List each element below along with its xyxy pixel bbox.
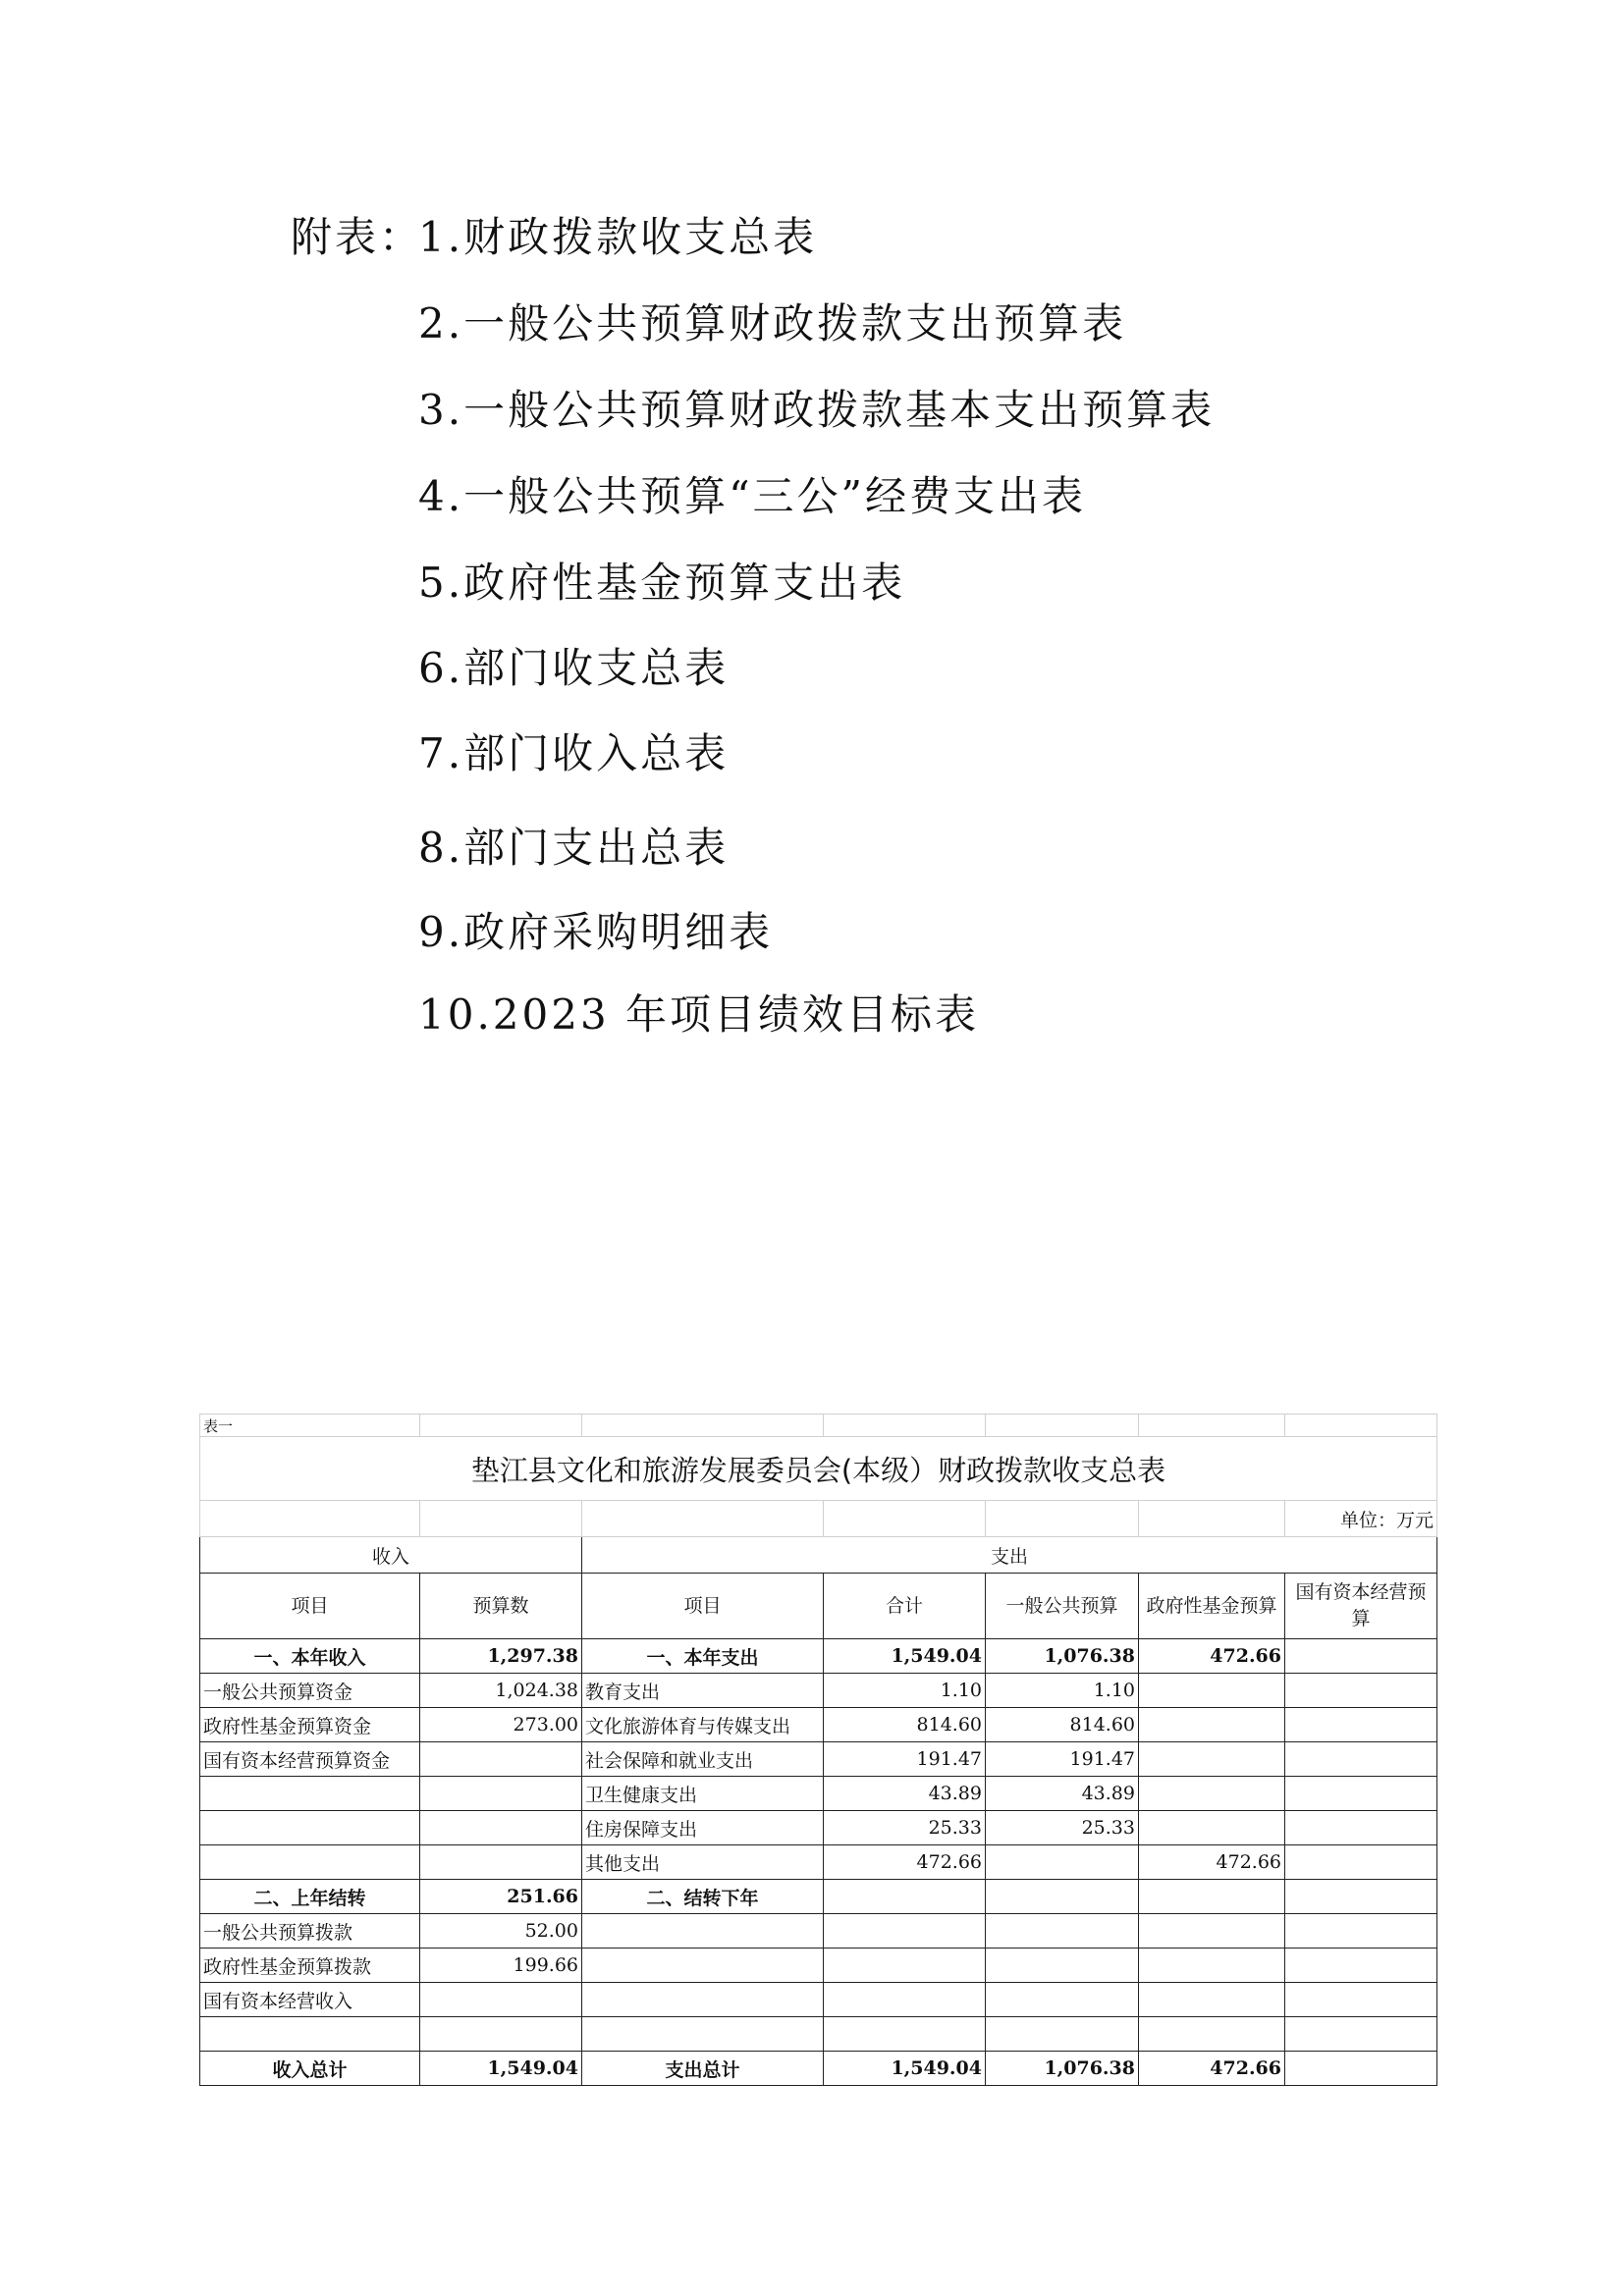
- table-cell: 二、上年结转: [200, 1880, 420, 1914]
- table-row: [200, 1708, 1437, 1742]
- table-cell: [1139, 1777, 1285, 1811]
- table-cell: [824, 2017, 986, 2052]
- total-row: [200, 2052, 1437, 2086]
- table-cell: [824, 1983, 986, 2017]
- table-cell: 二、结转下年: [582, 1880, 824, 1914]
- table-cell: [1285, 1742, 1437, 1777]
- table-row: [200, 1880, 1437, 1914]
- table-row: [200, 1742, 1437, 1777]
- table-row: [200, 1639, 1437, 1674]
- table-cell: [420, 1811, 582, 1845]
- table-cell: 1,549.04: [824, 1639, 986, 1674]
- table-cell: [1285, 1949, 1437, 1983]
- table-cell: [986, 2017, 1139, 2052]
- table-cell: [200, 1811, 420, 1845]
- table-cell: [1139, 1742, 1285, 1777]
- column-header: 国有资本经营预算: [1285, 1574, 1437, 1639]
- table-cell: 472.66: [1139, 1639, 1285, 1674]
- table-cell: 1.10: [824, 1674, 986, 1708]
- attachment-item: 2.一般公共预算财政拨款支出预算表: [418, 299, 1127, 347]
- table-cell: [1285, 1811, 1437, 1845]
- unit-row: [200, 1501, 1437, 1537]
- table-row: [200, 2017, 1437, 2052]
- table-tag: 表一: [200, 1415, 420, 1437]
- table-cell: 191.47: [986, 1742, 1139, 1777]
- table-cell: [1139, 1880, 1285, 1914]
- table-cell: 教育支出: [582, 1674, 824, 1708]
- attachment-item: 1.财政拨款收支总表: [418, 213, 818, 261]
- table-cell: [1285, 1777, 1437, 1811]
- table-cell: [1139, 1674, 1285, 1708]
- title-row: [200, 1437, 1437, 1501]
- table-cell: 251.66: [420, 1880, 582, 1914]
- table-cell: [582, 1949, 824, 1983]
- table-cell: [1139, 2017, 1285, 2052]
- table-cell: 国有资本经营收入: [200, 1983, 420, 2017]
- table-cell: 1,549.04: [824, 2052, 986, 2086]
- table-cell: 一、本年支出: [582, 1639, 824, 1674]
- table-cell: [582, 1914, 824, 1949]
- income-header: 收入: [200, 1537, 582, 1574]
- attachment-item: 3.一般公共预算财政拨款基本支出预算表: [418, 386, 1216, 434]
- table-cell: [1285, 1914, 1437, 1949]
- column-header: 政府性基金预算: [1139, 1574, 1285, 1639]
- column-header: 一般公共预算: [986, 1574, 1139, 1639]
- column-header: 预算数: [420, 1574, 582, 1639]
- table-cell: 43.89: [986, 1777, 1139, 1811]
- section-header-row: [200, 1537, 1437, 1574]
- table-cell: [824, 1949, 986, 1983]
- table-cell: 1,549.04: [420, 2052, 582, 2086]
- table-cell: [582, 2017, 824, 2052]
- table-row: [200, 1674, 1437, 1708]
- table-cell: 1,076.38: [986, 1639, 1139, 1674]
- table-cell: 1,076.38: [986, 2052, 1139, 2086]
- table-cell: [420, 1983, 582, 2017]
- table-cell: [1285, 1639, 1437, 1674]
- table-cell: [200, 1845, 420, 1880]
- attachment-item: 7.部门收入总表: [418, 729, 730, 777]
- table-cell: [986, 1949, 1139, 1983]
- tag-row: [200, 1415, 1437, 1437]
- column-header: 项目: [200, 1574, 420, 1639]
- table-cell: 472.66: [824, 1845, 986, 1880]
- table-cell: 支出总计: [582, 2052, 824, 2086]
- attachment-prefix: 附表：: [291, 213, 424, 261]
- column-header: 合计: [824, 1574, 986, 1639]
- table-cell: [824, 1914, 986, 1949]
- table-cell: [986, 1983, 1139, 2017]
- table-cell: 1,024.38: [420, 1674, 582, 1708]
- attachment-item: 5.政府性基金预算支出表: [418, 559, 906, 607]
- table-cell: 472.66: [1139, 2052, 1285, 2086]
- table-cell: [200, 1777, 420, 1811]
- table-cell: 国有资本经营预算资金: [200, 1742, 420, 1777]
- table-cell: 814.60: [824, 1708, 986, 1742]
- table-row: [200, 1983, 1437, 2017]
- table-cell: 52.00: [420, 1914, 582, 1949]
- table-cell: [1285, 1845, 1437, 1880]
- unit-label: 单位：万元: [1285, 1501, 1437, 1537]
- table-cell: 文化旅游体育与传媒支出: [582, 1708, 824, 1742]
- table-cell: [986, 1880, 1139, 1914]
- attachment-item: 8.部门支出总表: [418, 824, 730, 872]
- table-cell: 273.00: [420, 1708, 582, 1742]
- table-cell: [1139, 1708, 1285, 1742]
- table-cell: [420, 1845, 582, 1880]
- table-row: [200, 1811, 1437, 1845]
- table-cell: 1.10: [986, 1674, 1139, 1708]
- attachment-item: 4.一般公共预算“三公”经费支出表: [418, 472, 1087, 520]
- table-cell: [582, 1983, 824, 2017]
- table-cell: 43.89: [824, 1777, 986, 1811]
- table-title: 垫江县文化和旅游发展委员会(本级）财政拨款收支总表: [200, 1437, 1437, 1501]
- table-cell: [200, 2017, 420, 2052]
- attachment-item: 10.2023 年项目绩效目标表: [418, 990, 980, 1039]
- table-cell: 一、本年收入: [200, 1639, 420, 1674]
- table-cell: [824, 1880, 986, 1914]
- table-cell: [420, 2017, 582, 2052]
- table-cell: 一般公共预算资金: [200, 1674, 420, 1708]
- attachment-item: 9.政府采购明细表: [418, 908, 774, 956]
- table-cell: 住房保障支出: [582, 1811, 824, 1845]
- table-cell: [986, 1914, 1139, 1949]
- table-cell: 一般公共预算拨款: [200, 1914, 420, 1949]
- table-cell: [1139, 1949, 1285, 1983]
- attachment-item: 6.部门收支总表: [418, 644, 730, 692]
- table-cell: [1285, 1708, 1437, 1742]
- table-cell: [1139, 1914, 1285, 1949]
- fiscal-summary-sheet: [199, 1414, 1436, 2118]
- expense-header: 支出: [582, 1537, 1437, 1574]
- table-cell: [420, 1777, 582, 1811]
- table-cell: 收入总计: [200, 2052, 420, 2086]
- table-row: [200, 1914, 1437, 1949]
- table-cell: [986, 1845, 1139, 1880]
- table-cell: 政府性基金预算资金: [200, 1708, 420, 1742]
- table-cell: [1139, 1811, 1285, 1845]
- table-cell: [1285, 1880, 1437, 1914]
- table-row: [200, 1777, 1437, 1811]
- table-cell: [1139, 1983, 1285, 2017]
- table-cell: 卫生健康支出: [582, 1777, 824, 1811]
- table-cell: 472.66: [1139, 1845, 1285, 1880]
- table-cell: [1285, 2017, 1437, 2052]
- table-row: [200, 1949, 1437, 1983]
- column-header: 项目: [582, 1574, 824, 1639]
- table-cell: 814.60: [986, 1708, 1139, 1742]
- table-cell: [1285, 2052, 1437, 2086]
- table-cell: 政府性基金预算拨款: [200, 1949, 420, 1983]
- table-cell: 其他支出: [582, 1845, 824, 1880]
- table-cell: [420, 1742, 582, 1777]
- table-cell: 191.47: [824, 1742, 986, 1777]
- column-header-row: [200, 1574, 1437, 1639]
- table-cell: [1285, 1983, 1437, 2017]
- table-cell: 25.33: [986, 1811, 1139, 1845]
- table-cell: 1,297.38: [420, 1639, 582, 1674]
- table-row: [200, 1845, 1437, 1880]
- table-cell: [1285, 1674, 1437, 1708]
- table-cell: 25.33: [824, 1811, 986, 1845]
- table-cell: 199.66: [420, 1949, 582, 1983]
- fiscal-summary-table: [199, 1414, 1437, 2086]
- table-cell: 社会保障和就业支出: [582, 1742, 824, 1777]
